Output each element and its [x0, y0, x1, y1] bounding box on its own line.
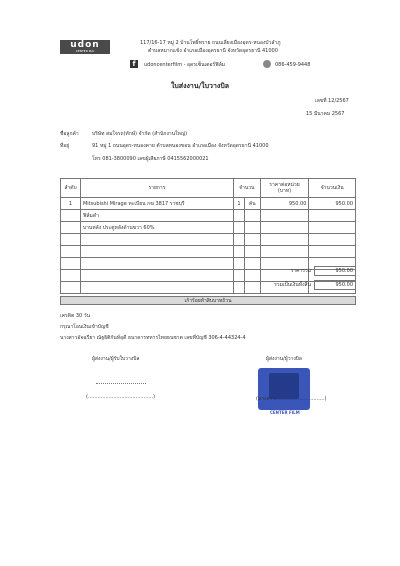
row-qty: [233, 222, 244, 234]
row-no: [61, 210, 81, 222]
total-value: 950.00: [314, 280, 356, 290]
customer-tel-tax: โทร 081-3800090 เลขผู้เสียภาษี 0415562000021: [92, 156, 209, 162]
phone-icon: [263, 60, 271, 68]
customer-name-label: ชื่อลูกค้า: [60, 131, 79, 137]
company-address-line2: ตำบลหมากแข้ง อำเภอเมืองอุดรธานี จังหวัดอุดรธานี 41000: [148, 48, 278, 54]
subtotal-label: ราคารวม: [60, 266, 314, 276]
total-row: [60, 280, 356, 290]
table-row: [61, 198, 356, 210]
header-amount: จำนวนเงิน: [309, 179, 356, 198]
row-price: [260, 222, 309, 234]
sender-name: (.........................................): [86, 394, 156, 400]
customer-name: บริษัท สมใจรถ(ทักษ์) จำกัด (สำนักงานใหญ่): [92, 131, 188, 137]
header-price: ราคาต่อหน่วย (บาท): [260, 179, 309, 198]
header-item: รายการ: [80, 179, 233, 198]
customer-address-label: ที่อยู่: [60, 143, 70, 149]
row-amount: [309, 210, 356, 222]
table-row-empty: [61, 234, 356, 246]
row-qty: [233, 210, 244, 222]
sender-signature-label: ผู้ส่งงาน/ผู้รับใบวางบิล: [92, 356, 140, 362]
row-no: 1: [61, 198, 81, 210]
facebook-icon: f: [130, 60, 138, 68]
row-no: [61, 222, 81, 234]
table-header-row: [61, 179, 356, 198]
amount-in-words: เก้าร้อยห้าสิบบาทถ้วน: [60, 296, 356, 305]
row-price: [260, 210, 309, 222]
row-unit: [245, 210, 261, 222]
receiver-name: (นางสาว...............................): [256, 396, 327, 402]
row-qty: 1: [233, 198, 244, 210]
row-unit: [245, 222, 261, 234]
company-logo: udon CENTER PLU: [60, 40, 110, 54]
company-address-line1: 117/16-17 หมู่ 2 บ้านโพธิ์ทราย ถนนเลี่ยงเมืองอุดร-หนองบัวลำภู: [140, 40, 281, 46]
subtotal-value: 950.00: [314, 266, 356, 276]
total-label: รวมเป็นเงินทั้งสิ้น: [60, 280, 314, 290]
row-item: Mitsubishi Mirage ทะเบียน กฆ 3817 ราชบุรี: [80, 198, 233, 210]
header-no: ลำดับ: [61, 179, 81, 198]
stamp-text: CENTER FILM: [270, 410, 300, 415]
subtotal-row: [60, 266, 356, 276]
payment-instruction: กรุณาโอนเงินเข้าบัญชี: [60, 324, 109, 330]
row-price: 950.00: [260, 198, 309, 210]
table-row: [61, 222, 356, 234]
table-row: [61, 210, 356, 222]
bank-account: นางสาวอัจฉรียา ณัฐธิติกันท์อุดี ธนาคารทหารไทยธนชาต เลขที่บัญชี 306-4-44324-4: [60, 335, 246, 341]
company-facebook: udoncenterfilm - อุดรเซ็นเตอร์ฟิล์ม: [144, 62, 226, 68]
document-title: ใบส่งงาน/ใบวางบิล: [170, 82, 230, 90]
company-phone: 086-459-9448: [275, 62, 311, 68]
header-qty: จำนวน: [233, 179, 260, 198]
row-unit: คัน: [245, 198, 261, 210]
document-date: 15 มีนาคม 2567: [306, 111, 345, 117]
customer-address: 91 หมู่ 1 ถนนอุดร-หนองคาย ตำบลหนองขอน อำเภอเมือง จังหวัดอุดรธานี 41000: [92, 143, 269, 149]
row-amount: [309, 222, 356, 234]
row-item: บานหลัง ประตูหลังด้านขวา 60%: [80, 222, 233, 234]
receiver-signature-label: ผู้ส่งงาน/ผู้วางบิล: [266, 356, 302, 362]
document-number: เลขที่ 12/2567: [315, 98, 349, 104]
company-stamp: [258, 368, 310, 410]
row-amount: 950.00: [309, 198, 356, 210]
sender-signature-line: [96, 383, 146, 384]
row-item: ฟิล์มดำ: [80, 210, 233, 222]
summary-block: [60, 266, 356, 290]
credit-terms: เครดิต 30 วัน: [60, 313, 90, 319]
table-row-empty: [61, 246, 356, 258]
